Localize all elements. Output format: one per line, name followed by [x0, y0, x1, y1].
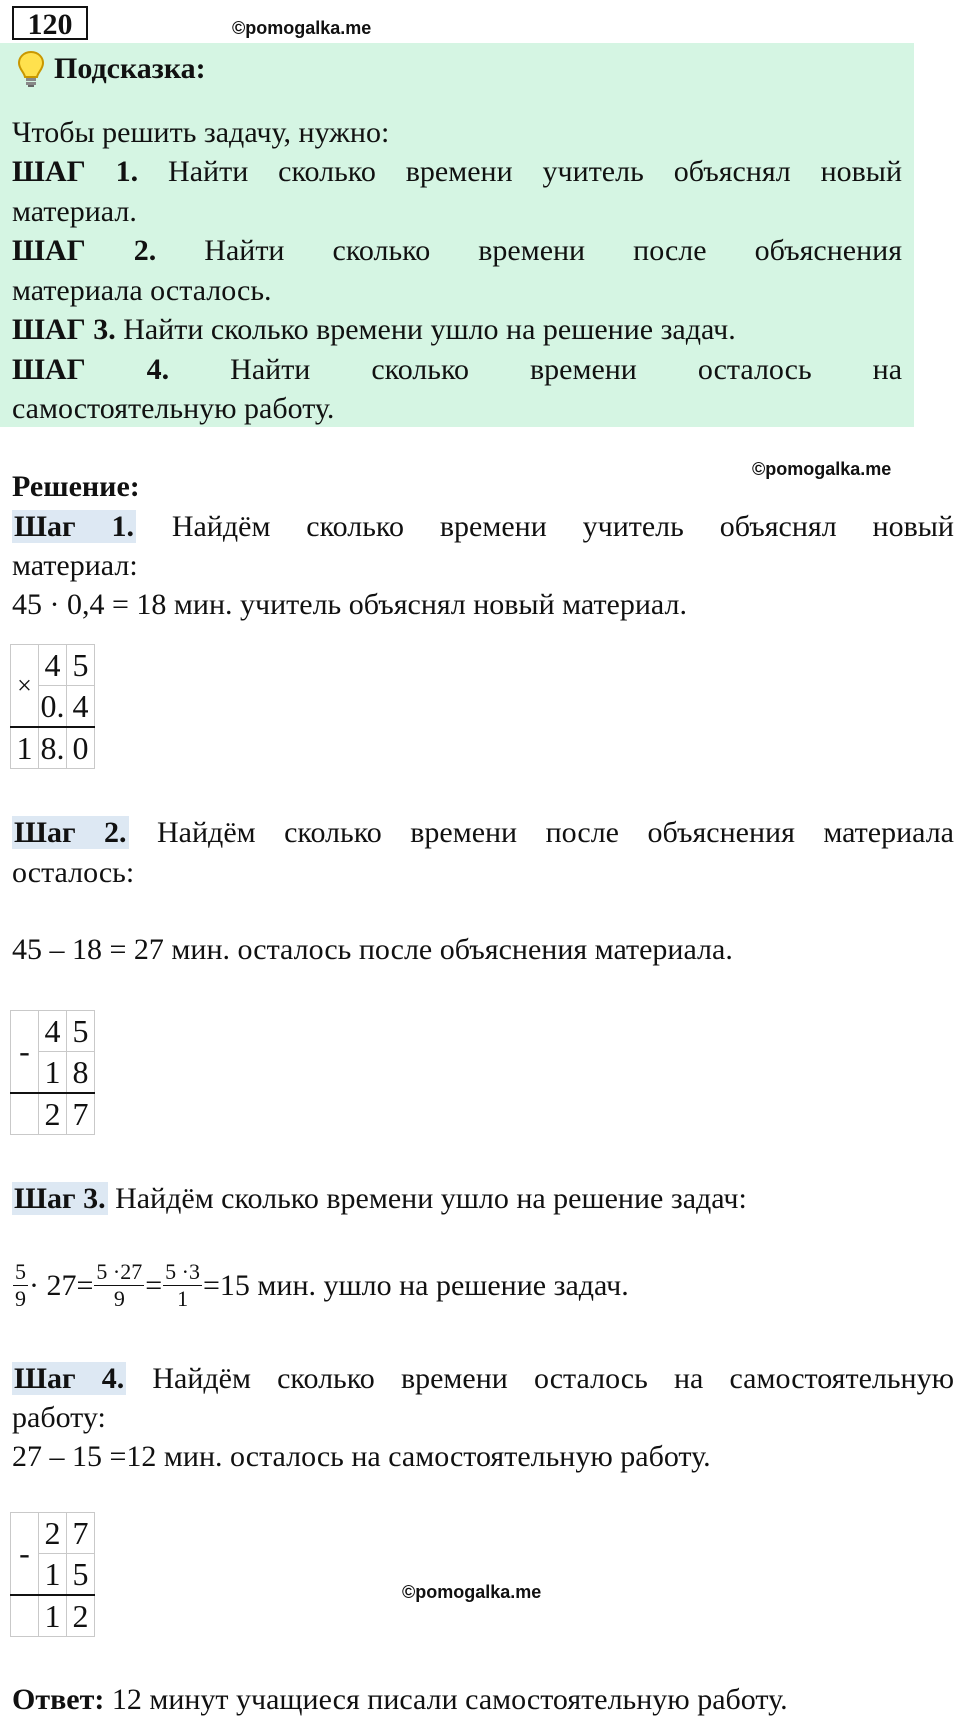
fraction-numerator: 5 ·3 [165, 1259, 200, 1284]
sub1-operator: - [11, 1011, 39, 1094]
mult-cell: 5 [67, 645, 95, 686]
watermark-2: ©pomogalka.me [752, 459, 892, 479]
subtraction-column-1 [10, 1010, 95, 1135]
solution-step-1-text: Найдём сколько времени учитель объяснял новый [171, 510, 954, 543]
fraction-5x3-1 [163, 1259, 202, 1312]
sub2-cell: 5 [67, 1554, 95, 1596]
solution-step-3 [12, 1179, 747, 1219]
calc-result: =15 мин. ушло на решение задач. [203, 1268, 629, 1302]
solution-step-1-cont: материал: [12, 549, 138, 582]
sub2-result-cell: 2 [67, 1595, 95, 1637]
solution-step-4-calc: 27 – 15 =12 мин. осталось на самостоятельную работу. [12, 1440, 711, 1473]
sub1-result-cell: 7 [67, 1093, 95, 1135]
solution-step-4-label: Шаг 4. [14, 1362, 125, 1395]
hint-step-1-cont: материал. [12, 195, 137, 228]
sub1-cell: 4 [39, 1011, 67, 1052]
sub1-cell: 1 [39, 1052, 67, 1094]
hint-step-2-text: Найти сколько времени после объяснения [204, 234, 903, 267]
multiplication-column [10, 644, 95, 769]
hint-step-4-cont: самостоятельную работу. [12, 392, 335, 425]
hint-step-2 [12, 231, 902, 271]
hint-intro: Чтобы решить задачу, нужно: [12, 116, 390, 149]
lightbulb-icon [16, 50, 46, 88]
hint-title [16, 50, 206, 88]
hint-step-2-cont: материала осталось. [12, 274, 272, 307]
sub1-cell: 8 [67, 1052, 95, 1094]
fraction-denominator: 9 [113, 1286, 125, 1311]
solution-title: Решение: [12, 470, 140, 503]
hint-title-text: Подсказка: [54, 52, 206, 85]
mult-result-cell: 8. [39, 727, 67, 769]
solution-step-2-cont: осталось: [12, 856, 135, 889]
hint-step-1 [12, 152, 902, 192]
mult-cell: 4 [39, 645, 67, 686]
fraction-numerator: 5 ·27 [96, 1259, 143, 1284]
hint-step-3-text: Найти сколько времени ушло на решение задач. [123, 313, 736, 346]
sub2-cell: 1 [39, 1554, 67, 1596]
sub2-result-cell: 1 [39, 1595, 67, 1637]
sub2-cell: 7 [67, 1513, 95, 1554]
calc-equals: = [145, 1268, 163, 1302]
fraction-5-9 [13, 1259, 28, 1312]
hint-step-4 [12, 350, 902, 390]
solution-step-3-text: Найдём сколько времени ушло на решение задач: [115, 1182, 747, 1215]
solution-step-4-cont: работу: [12, 1401, 106, 1434]
mult-cell: 4 [67, 686, 95, 728]
fraction-denominator: 9 [15, 1286, 26, 1311]
hint-step-1-text: Найти сколько времени учитель объяснял новый [168, 155, 903, 188]
mult-result-cell: 1 [11, 727, 39, 769]
solution-step-2 [12, 813, 954, 853]
answer [12, 1680, 788, 1720]
solution-step-1-calc: 45 · 0,4 = 18 мин. учитель объяснял новый материал. [12, 588, 687, 621]
sub2-cell: 2 [39, 1513, 67, 1554]
calc-times-27: · 27= [29, 1268, 94, 1302]
solution-step-2-calc: 45 – 18 = 27 мин. осталось после объяснения материала. [12, 933, 733, 966]
answer-text: 12 минут учащиеся писали самостоятельную работу. [111, 1683, 788, 1716]
solution-step-4-text: Найдём сколько времени осталось на самостоятельную [152, 1362, 954, 1395]
sub2-result-cell [11, 1595, 39, 1637]
sub1-result-cell [11, 1093, 39, 1135]
hint-step-3-label: ШАГ 3. [12, 313, 116, 346]
hint-step-2-label: ШАГ 2. [12, 234, 157, 267]
fraction-denominator: 1 [177, 1286, 189, 1311]
solution-step-2-text: Найдём сколько времени после объяснения материала [157, 816, 955, 849]
solution-step-3-label: Шаг 3. [14, 1182, 106, 1215]
watermark: ©pomogalka.me [232, 18, 372, 38]
solution-step-3-calc [12, 1259, 629, 1312]
mult-result-cell: 0 [67, 727, 95, 769]
fraction-numerator: 5 [15, 1259, 26, 1284]
fraction-5x27-9 [94, 1259, 144, 1312]
solution-step-2-label: Шаг 2. [14, 816, 127, 849]
hint-step-3 [12, 310, 736, 350]
solution-step-4 [12, 1359, 954, 1399]
answer-label: Ответ: [12, 1683, 105, 1716]
mult-cell: 0. [39, 686, 67, 728]
mult-operator: × [11, 645, 39, 728]
watermark-3: ©pomogalka.me [402, 1582, 542, 1602]
solution-step-1 [12, 507, 954, 547]
hint-step-4-text: Найти сколько времени осталось на [230, 353, 903, 386]
sub1-result-cell: 2 [39, 1093, 67, 1135]
sub2-operator: - [11, 1513, 39, 1596]
sub1-cell: 5 [67, 1011, 95, 1052]
subtraction-column-2 [10, 1512, 95, 1637]
hint-step-1-label: ШАГ 1. [12, 155, 139, 188]
task-number: 120 [12, 6, 88, 40]
hint-step-4-label: ШАГ 4. [12, 353, 170, 386]
solution-step-1-label: Шаг 1. [14, 510, 134, 543]
